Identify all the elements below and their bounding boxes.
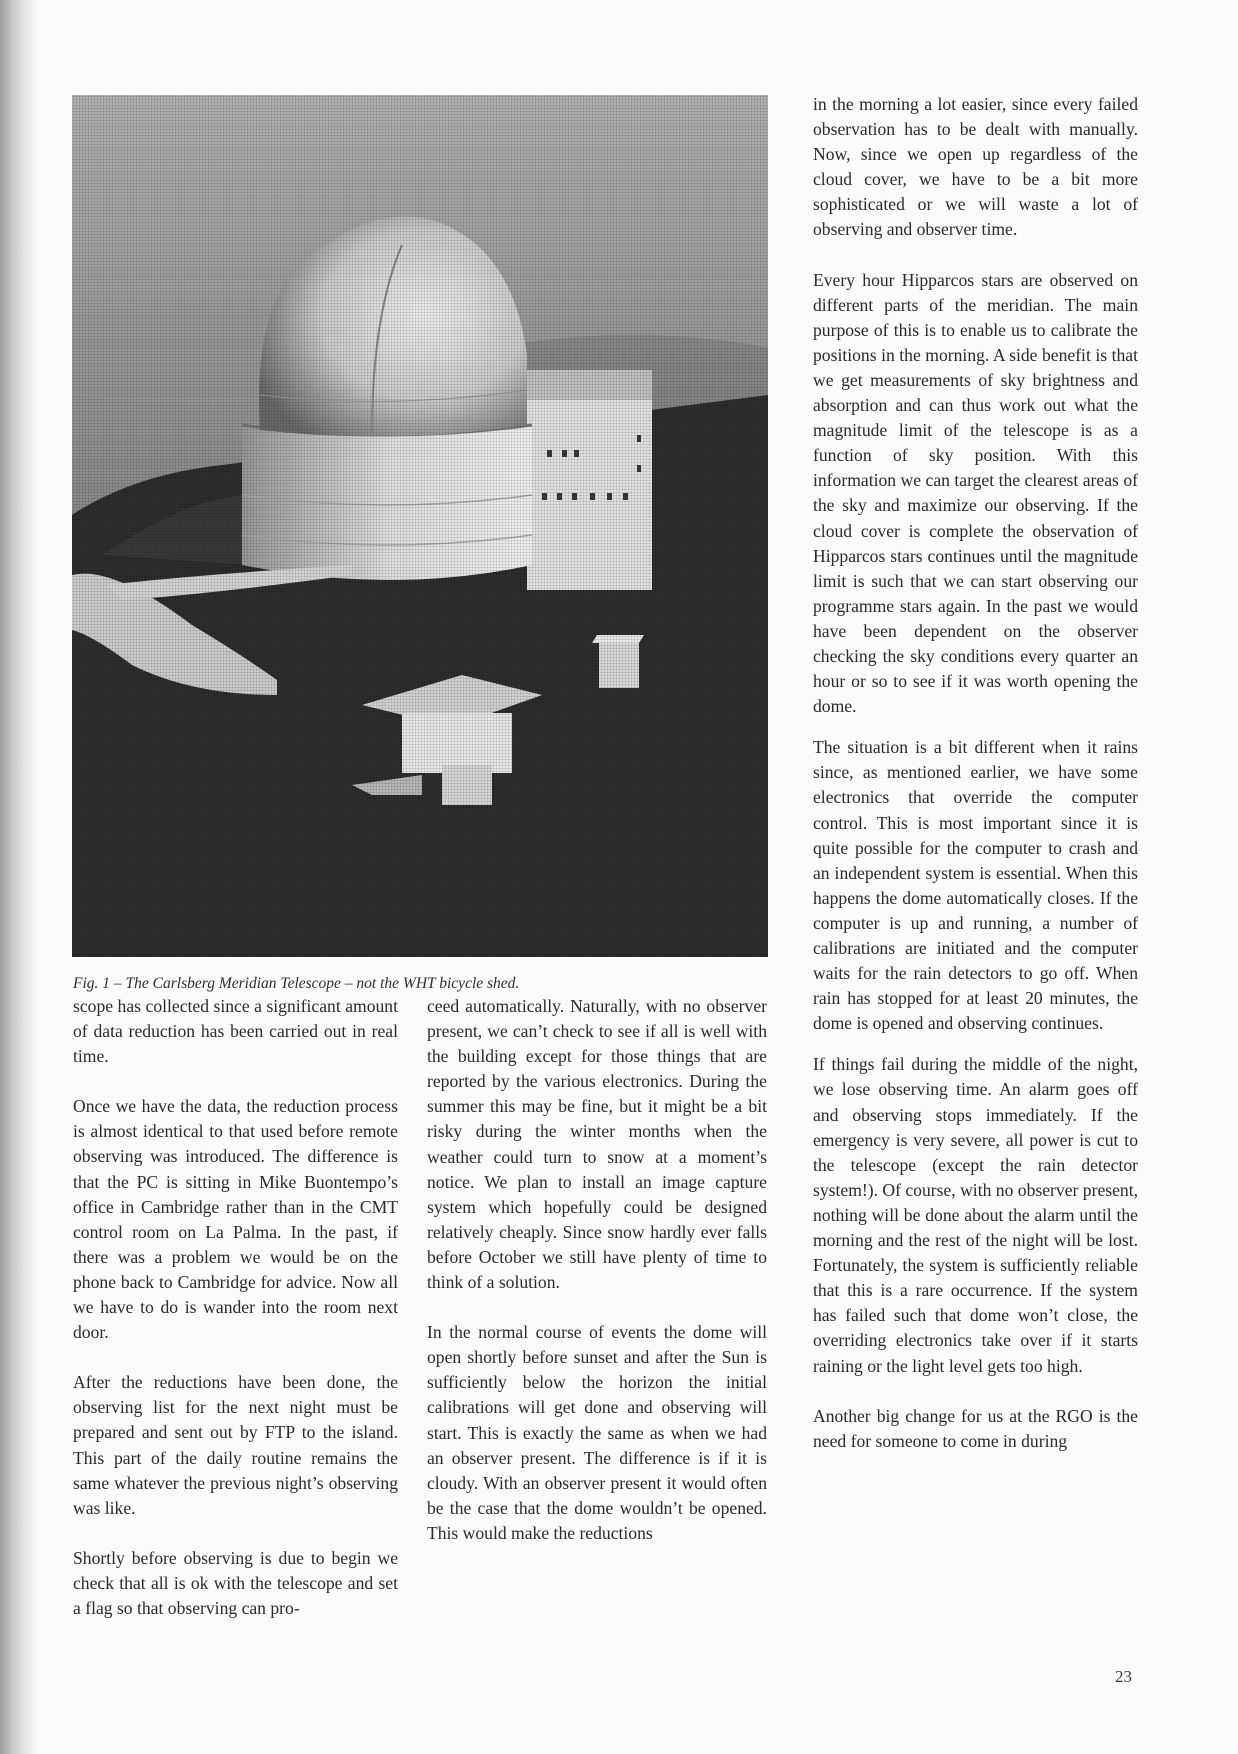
figure-caption: Fig. 1 – The Carlsberg Meridian Telescope – not the WHT bicycle shed. [73, 975, 520, 992]
paragraph: Another big change for us at the RGO is the need for someone to come in during [813, 1405, 1138, 1451]
text-column-middle [427, 994, 767, 1546]
text-column-left [73, 994, 398, 1621]
paragraph: The situation is a bit different when it rains since, as mentioned earlier, we have some electronics that override the computer control. This is most important since it is quite possible for the computer to crash and an independent system is essential. When this happens the dome automatically closes. If the computer is up and running, a number of calibrations are initiated and the computer waits for the rain detectors to go off. When rain has stopped for at least 20 minutes, the dome is opened and observing continues. [813, 737, 1138, 1034]
paragraph: ceed automatically. Naturally, with no observer present, we can’t check to see if all is well with the building except for those things that are reported by the various electronics. During the summer this may be fine, but it might be a bit risky during the winter months when the weather could turn to snow at a moment’s notice. We plan to install an image capture system which hopefully could be designed relatively cheaply. Since snow hardly ever falls before October we still have plenty of time to think of a solution. [427, 996, 767, 1293]
paragraph: In the normal course of events the dome will open shortly before sunset and after the Sun is sufficiently below the horizon the initial calibrations will get done and observing will start. This is exactly the same as when we had an observer present. The difference is if it is cloudy. With an observer present it would often be the case that the dome wouldn’t be opened. This would make the reductions [427, 1322, 767, 1543]
binding-gutter-shadow [0, 0, 40, 1754]
text-column-right [813, 92, 1138, 1454]
paragraph: Once we have the data, the reduction process is almost identical to that used before remote observing was introduced. The difference is that the PC is sitting in Mike Buontempo’s office in Cambridge rather than in the CMT control room on La Palma. In the past, if there was a problem we would be on the phone back to Cambridge for advice. Now all we have to do is wander into the room next door. [73, 1096, 398, 1343]
page-number: 23 [1115, 1667, 1132, 1686]
paragraph: in the morning a lot easier, since every failed observation has to be dealt with manually. Now, since we open up regardless of the cloud cover, we have to be a bit more sophisticated or we will waste a lot of observing and observer time. [813, 94, 1138, 240]
paragraph: scope has collected since a significant amount of data reduction has been carried out in real time. [73, 996, 398, 1067]
paragraph: After the reductions have been done, the observing list for the next night must be prepared and sent out by FTP to the island. This part of the daily routine remains the same whatever the previous night’s observing was like. [73, 1372, 398, 1518]
telescope-photo [72, 95, 768, 957]
telescope-photo-illustration [72, 95, 768, 957]
paragraph: If things fail during the middle of the night, we lose observing time. An alarm goes off and observing stops immediately. If the emergency is very severe, all power is cut to the telescope (except the rain detector system!). Of course, with no observer present, nothing will be done about the alarm until the morning and the rest of the night will be lost. Fortunately, the system is sufficiently reliable that this is a rare occurrence. If the system has failed such that dome won’t close, the overriding electronics take over if it starts raining or the light level gets too high. [813, 1054, 1138, 1376]
paragraph: Shortly before observing is due to begin we check that all is ok with the telescope and set a flag so that observing can pro- [73, 1547, 398, 1618]
paragraph: Every hour Hipparcos stars are observed on different parts of the meridian. The main purpose of this is to enable us to calibrate the positions in the morning. A side benefit is that we get measurements of sky brightness and absorption and can thus work out what the magnitude limit of the telescope is as a function of sky position. With this information we can target the clearest areas of the sky and maximize our observing. If the cloud cover is complete the observation of Hipparcos stars continues until the magnitude limit is such that we can start observing our programme stars again. In the past we would have been dependent on the observer checking the sky conditions every quarter an hour or so to see if it was worth opening the dome. [813, 269, 1138, 717]
